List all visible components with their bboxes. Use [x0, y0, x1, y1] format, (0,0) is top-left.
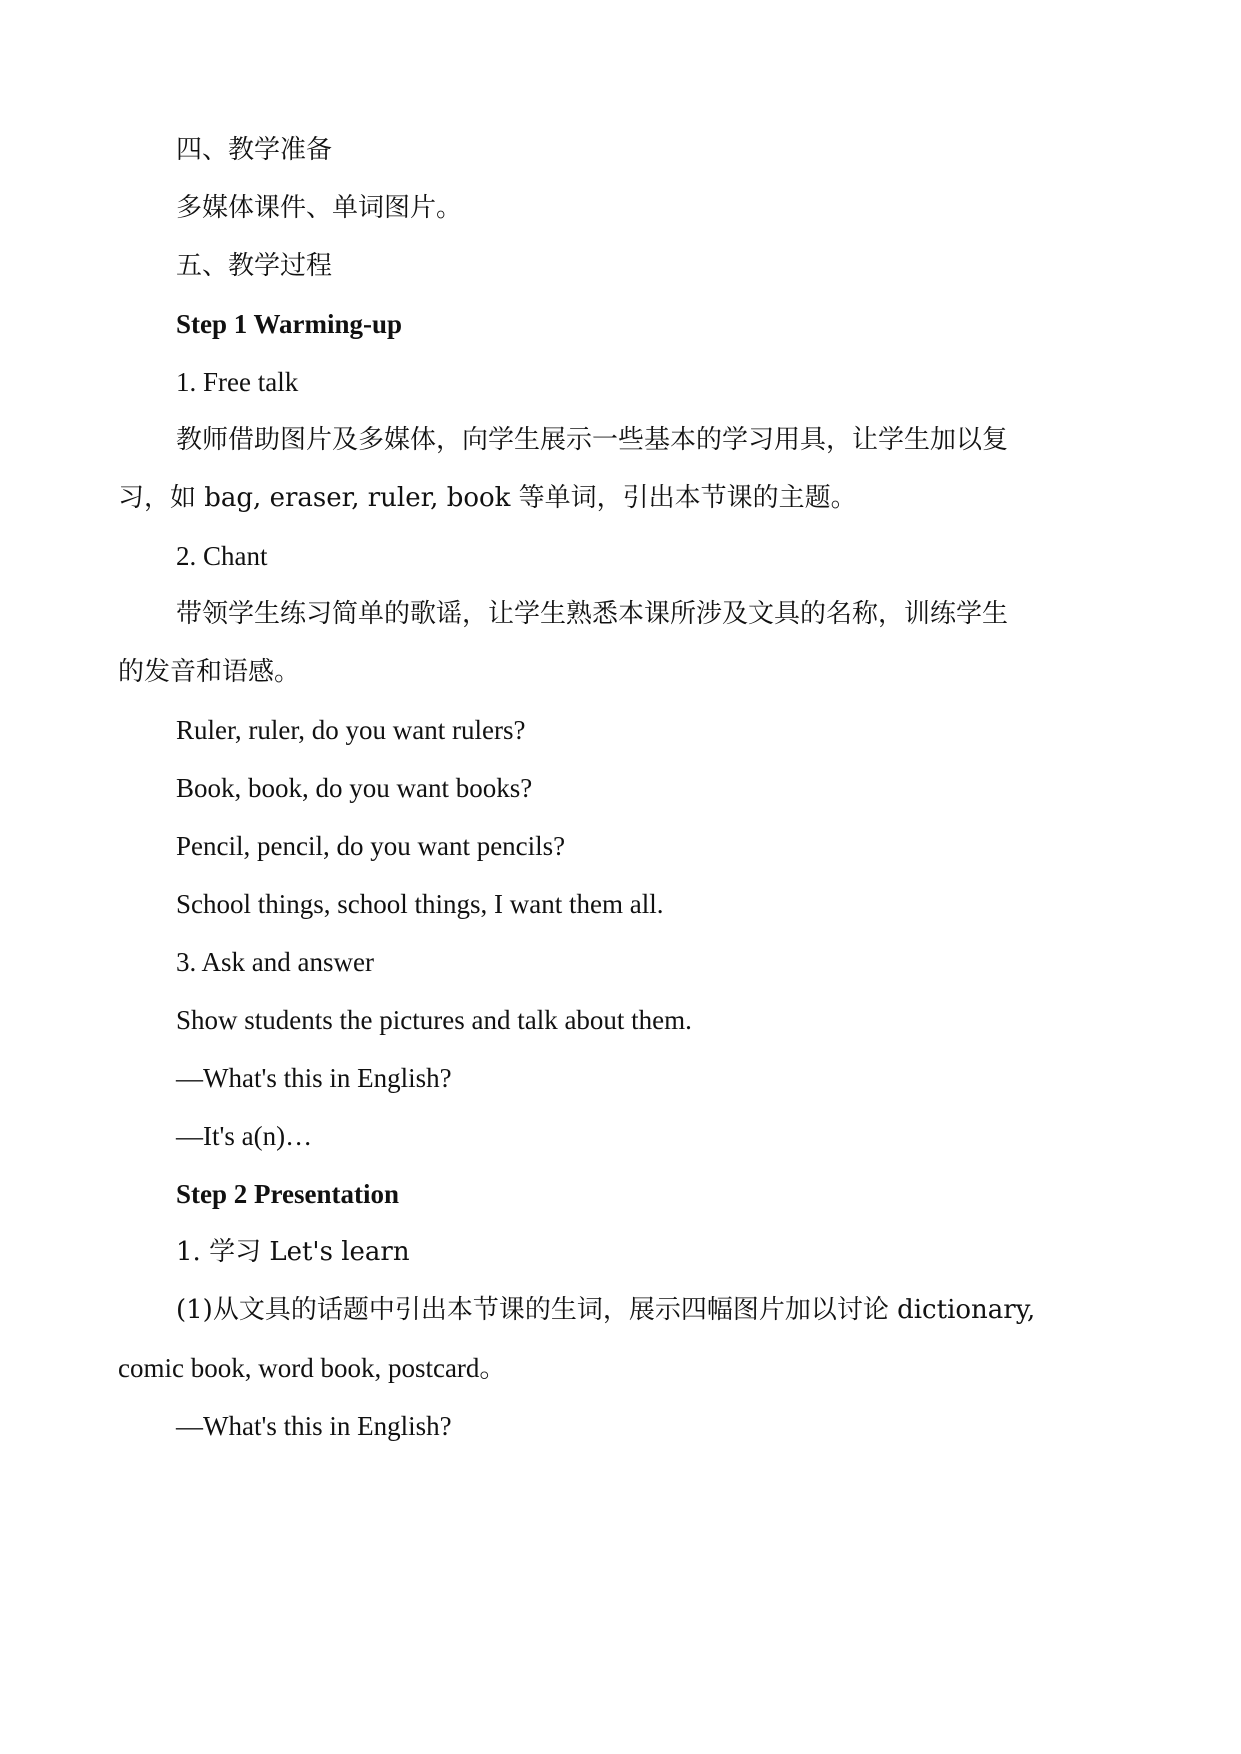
paragraph: 多媒体课件、单词图片。 — [176, 193, 463, 223]
chant-line: Book, book, do you want books? — [176, 773, 533, 803]
chant-line: Ruler, ruler, do you want rulers? — [176, 715, 526, 745]
section-heading-process: 五、教学过程 — [176, 251, 333, 281]
paragraph: 习，如 bag, eraser, ruler, book 等单词，引出本节课的主题。 — [118, 483, 857, 513]
sub-heading: 1. Free talk — [176, 367, 299, 397]
paragraph: 教师借助图片及多媒体，向学生展示一些基本的学习用具，让学生加以复 — [176, 425, 1009, 455]
paragraph: 带领学生练习简单的歌谣，让学生熟悉本课所涉及文具的名称，训练学生 — [176, 599, 1009, 629]
sub-heading: 2. Chant — [176, 541, 268, 571]
sub-heading: 3. Ask and answer — [176, 947, 374, 977]
step-heading: Step 2 Presentation — [176, 1179, 399, 1209]
dialogue-line: —What's this in English? — [176, 1411, 452, 1441]
dialogue-line: —What's this in English? — [176, 1063, 452, 1093]
step-heading: Step 1 Warming-up — [176, 309, 403, 339]
paragraph: comic book, word book, postcard。 — [118, 1353, 507, 1383]
sub-heading: 1. 学习 Let's learn — [176, 1237, 410, 1267]
paragraph: Show students the pictures and talk about them. — [176, 1005, 692, 1035]
section-heading-preparation: 四、教学准备 — [176, 135, 333, 165]
paragraph: 的发音和语感。 — [118, 657, 301, 687]
dialogue-line: —It's a(n)… — [176, 1121, 313, 1151]
paragraph: (1)从文具的话题中引出本节课的生词，展示四幅图片加以讨论 dictionary, — [176, 1295, 1036, 1325]
chant-line: Pencil, pencil, do you want pencils? — [176, 831, 566, 861]
chant-line: School things, school things, I want them all. — [176, 889, 664, 919]
